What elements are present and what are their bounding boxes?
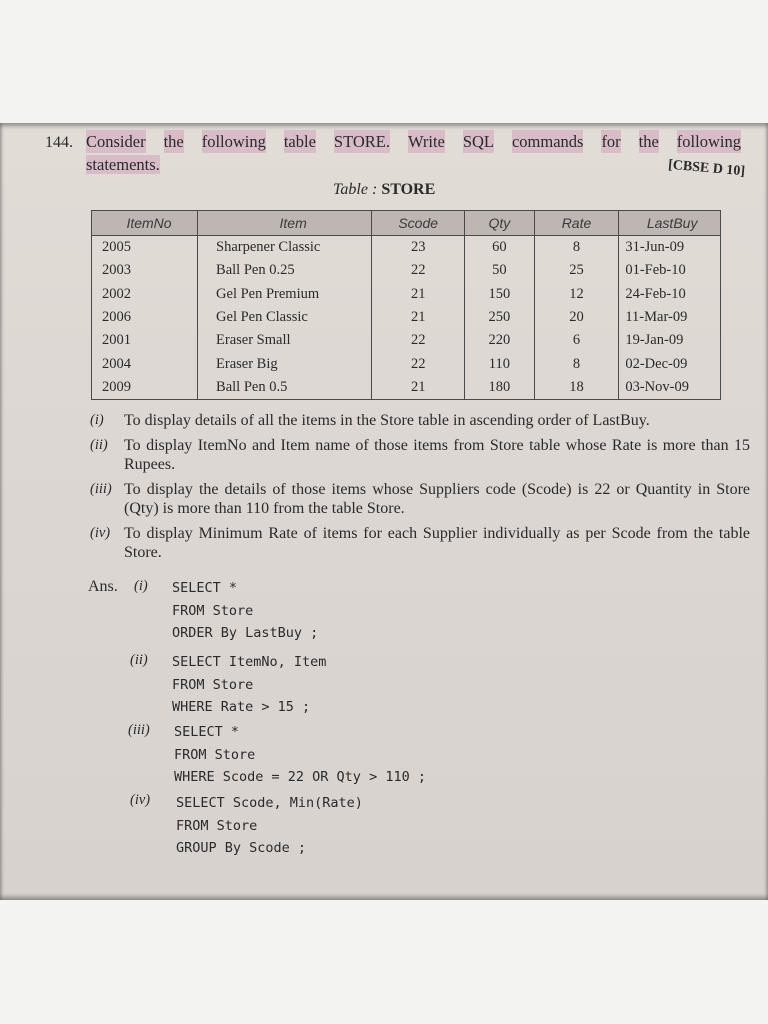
- answer-label: Ans.: [88, 578, 118, 595]
- cell-lastbuy: 31-Jun-09: [619, 236, 721, 260]
- question-word: SQL: [462, 132, 494, 151]
- source-tag: [CBSE D 10]: [667, 157, 746, 180]
- question-word: STORE.: [333, 132, 390, 151]
- table-row: [92, 283, 721, 306]
- cell-qty: 180: [465, 376, 534, 400]
- sql-code-line: ORDER By LastBuy ;: [172, 625, 319, 641]
- cell-item: Ball Pen 0.5: [198, 376, 372, 400]
- header-scode: Scode: [372, 211, 465, 236]
- cell-itemno: 2009: [92, 376, 198, 400]
- store-table: [91, 210, 721, 400]
- cell-scode: 23: [372, 236, 465, 260]
- statement-item: [90, 480, 750, 518]
- cell-itemno: 2004: [92, 352, 198, 375]
- cell-scode: 22: [372, 329, 465, 352]
- statement-text: To display the details of those items whose Suppliers code (Scode) is 22 or Quantity in Store (Qty) is more than 110 from the table Store.: [124, 481, 750, 517]
- statement-list: [90, 411, 750, 568]
- answer-number: (iii): [128, 722, 150, 738]
- question-word: commands: [511, 132, 584, 151]
- cell-item: Gel Pen Premium: [198, 283, 372, 306]
- cell-rate: 12: [534, 283, 619, 306]
- cell-lastbuy: 01-Feb-10: [619, 259, 721, 282]
- sql-code-line: FROM Store: [172, 676, 254, 693]
- table-row: [92, 329, 721, 352]
- question-word: following: [201, 132, 266, 151]
- cell-lastbuy: 19-Jan-09: [619, 329, 721, 352]
- cell-rate: 25: [534, 259, 619, 282]
- sql-code-line: SELECT ItemNo, Item: [172, 654, 327, 670]
- cell-itemno: 2005: [92, 236, 198, 260]
- cell-rate: 8: [534, 352, 619, 375]
- statement-number: (ii): [90, 437, 108, 453]
- cell-qty: 110: [465, 352, 534, 375]
- cell-item: Eraser Small: [198, 329, 372, 352]
- cell-qty: 250: [465, 306, 534, 329]
- header-lastbuy: LastBuy: [619, 211, 721, 236]
- question-word: table: [283, 132, 316, 151]
- table-row: [92, 306, 721, 329]
- cell-scode: 22: [372, 259, 465, 282]
- statement-text: To display Minimum Rate of items for each Supplier individually as per Scode from the table Store.: [124, 525, 750, 561]
- cell-item: Ball Pen 0.25: [198, 259, 372, 282]
- cell-lastbuy: 24-Feb-10: [619, 283, 721, 306]
- question-line-2: [86, 153, 741, 176]
- question-word: following: [676, 132, 741, 151]
- cell-item: Sharpener Classic: [198, 236, 372, 260]
- sql-code-line: SELECT *: [174, 724, 240, 740]
- cell-itemno: 2001: [92, 329, 198, 352]
- header-item: Item: [198, 211, 372, 236]
- cell-itemno: 2002: [92, 283, 198, 306]
- sql-code-block: [172, 577, 318, 645]
- answer-number: (ii): [130, 652, 148, 668]
- table-caption-name: STORE: [381, 181, 436, 198]
- cell-scode: 21: [372, 306, 465, 329]
- answer-number: (iv): [130, 792, 151, 808]
- cell-rate: 20: [534, 306, 619, 329]
- table-body: [92, 236, 721, 400]
- statement-item: [90, 524, 750, 562]
- statement-number: (iv): [90, 525, 111, 541]
- question-line-2-text: statements.: [86, 155, 160, 174]
- cell-rate: 6: [534, 329, 619, 352]
- cell-qty: 220: [465, 329, 534, 352]
- question-word: for: [601, 132, 621, 151]
- cell-lastbuy: 11-Mar-09: [619, 306, 721, 329]
- statement-item: [90, 436, 750, 474]
- header-qty: Qty: [465, 211, 534, 236]
- table-caption-label: Table :: [333, 181, 378, 198]
- sql-code-line: FROM Store: [176, 817, 258, 834]
- background-top: [0, 0, 768, 123]
- table-row: [92, 352, 721, 375]
- cell-item: Gel Pen Classic: [198, 306, 372, 329]
- sql-code-line: FROM Store: [174, 746, 256, 763]
- header-itemno: ItemNo: [92, 211, 198, 236]
- cell-item: Eraser Big: [198, 352, 372, 375]
- table-caption: [333, 181, 435, 199]
- cell-qty: 50: [465, 259, 534, 282]
- answer-number: (i): [134, 578, 148, 594]
- sql-code-block: [174, 721, 426, 789]
- cell-lastbuy: 03-Nov-09: [619, 376, 721, 400]
- sql-code-line: SELECT Scode, Min(Rate): [176, 795, 363, 811]
- sql-code-line: SELECT *: [172, 580, 238, 596]
- question-word: the: [163, 132, 184, 151]
- cell-rate: 8: [534, 236, 619, 260]
- table-header-row: [92, 211, 721, 236]
- cell-scode: 22: [372, 352, 465, 375]
- question-word: Write: [407, 132, 445, 151]
- table-row: [92, 376, 721, 400]
- table-row: [92, 259, 721, 282]
- sql-code-line: WHERE Rate > 15 ;: [172, 699, 311, 715]
- statement-item: [90, 411, 750, 430]
- question-text: [86, 130, 741, 176]
- cell-itemno: 2006: [92, 306, 198, 329]
- question-word: Consider: [86, 132, 146, 151]
- statement-number: (i): [90, 412, 104, 428]
- cell-lastbuy: 02-Dec-09: [619, 352, 721, 375]
- background-bottom: [0, 900, 768, 1024]
- cell-qty: 150: [465, 283, 534, 306]
- sql-code-line: WHERE Scode = 22 OR Qty > 110 ;: [174, 769, 426, 785]
- sql-code-line: FROM Store: [172, 602, 254, 619]
- cell-scode: 21: [372, 283, 465, 306]
- statement-text: To display details of all the items in the Store table in ascending order of LastBuy.: [124, 412, 650, 429]
- header-rate: Rate: [534, 211, 619, 236]
- cell-rate: 18: [534, 376, 619, 400]
- question-number: 144.: [45, 134, 73, 151]
- statement-number: (iii): [90, 481, 112, 497]
- sql-code-block: [176, 792, 363, 860]
- cell-qty: 60: [465, 236, 534, 260]
- statement-text: To display ItemNo and Item name of those items from Store table whose Rate is more than 15 Rupees.: [124, 437, 750, 473]
- cell-itemno: 2003: [92, 259, 198, 282]
- question-line-1: [86, 130, 741, 153]
- sql-code-block: [172, 651, 326, 719]
- table-row: [92, 236, 721, 260]
- question-word: the: [638, 132, 659, 151]
- sql-code-line: GROUP By Scode ;: [176, 840, 307, 856]
- cell-scode: 21: [372, 376, 465, 400]
